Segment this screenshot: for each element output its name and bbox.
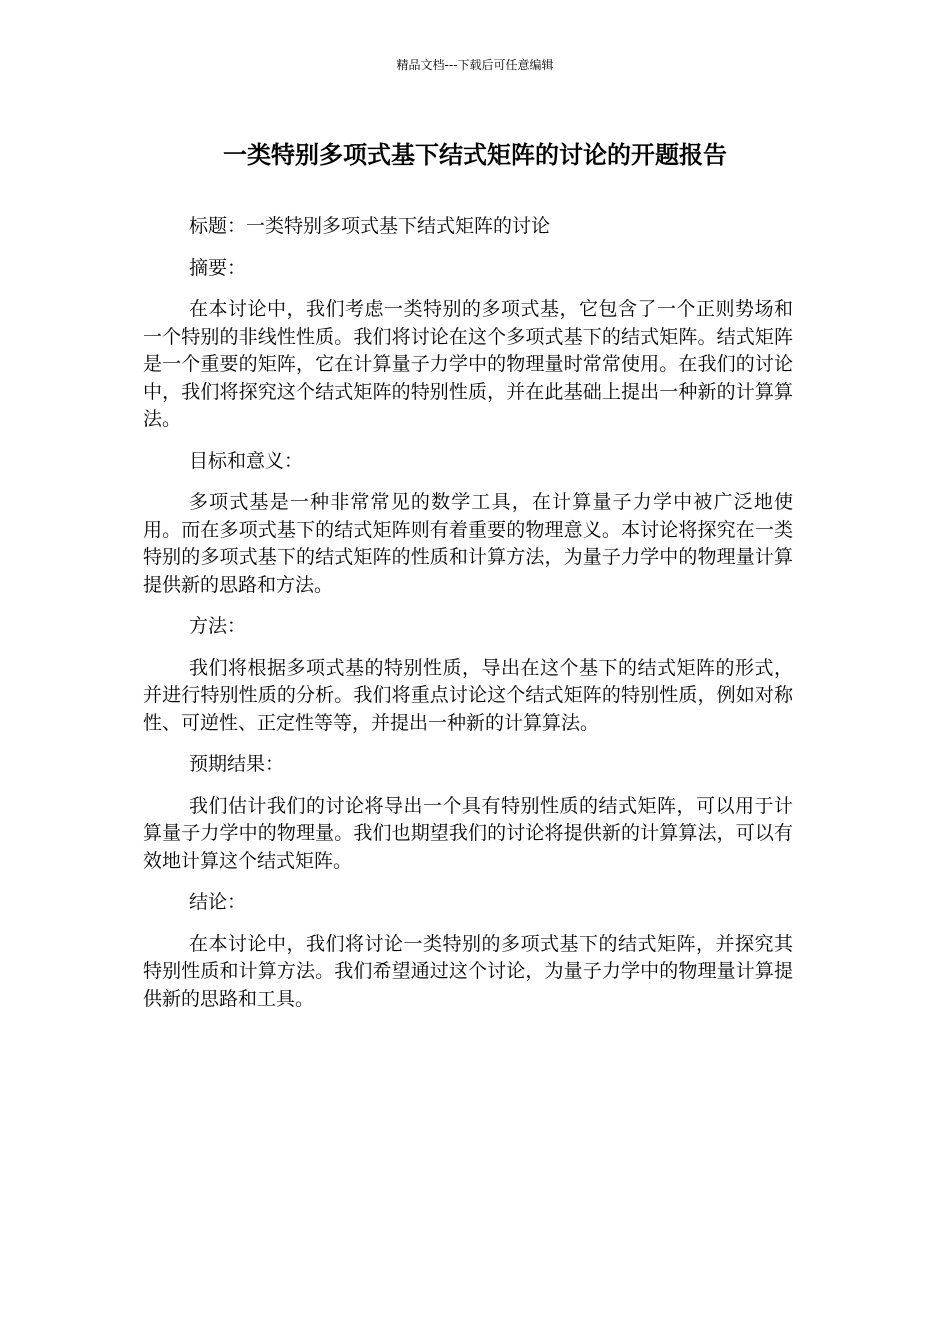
method-paragraph: 我们将根据多项式基的特别性质，导出在这个基下的结式矩阵的形式，并进行特别性质的分析。我们将重点讨论这个结式矩阵的特别性质，例如对称性、可逆性、正定性等等，并提出一种新的计算算法。 [143, 656, 793, 734]
conclusion-heading: 结论： [189, 891, 247, 913]
goals-heading: 目标和意义： [189, 449, 304, 472]
conclusion-paragraph: 在本讨论中，我们将讨论一类特别的多项式基下的结式矩阵，并探究其特别性质和计算方法。我们希望通过这个讨论，为量子力学中的物理量计算提供新的思路和工具。 [143, 932, 793, 1010]
abstract-paragraph: 在本讨论中，我们考虑一类特别的多项式基，它包含了一个正则势场和一个特别的非线性性质。我们将讨论在这个多项式基下的结式矩阵。结式矩阵是一个重要的矩阵，它在计算量子力学中的物理量时常常使用。在我们的讨论中，我们将探究这个结式矩阵的特别性质，并在此基础上提出一种新的计算算法。 [143, 298, 793, 430]
document-body [143, 213, 793, 1027]
abstract-heading: 摘要： [189, 256, 247, 279]
method-heading: 方法： [189, 615, 247, 637]
goals-paragraph: 多项式基是一种非常常见的数学工具，在计算量子力学中被广泛地使用。而在多项式基下的结式矩阵则有着重要的物理意义。本讨论将探究在一类特别的多项式基下的结式矩阵的性质和计算方法，为量子力学中的物理量计算提供新的思路和方法。 [143, 491, 793, 596]
expected-results-heading: 预期结果： [189, 753, 285, 775]
title-line: 标题：一类特别多项式基下结式矩阵的讨论 [189, 215, 551, 237]
expected-results-paragraph: 我们估计我们的讨论将导出一个具有特别性质的结式矩阵，可以用于计算量子力学中的物理量。我们也期望我们的讨论将提供新的计算算法，可以有效地计算这个结式矩阵。 [143, 794, 793, 872]
header-note: 精品文档---下载后可任意编辑 [396, 58, 554, 72]
document-title: 一类特别多项式基下结式矩阵的讨论的开题报告 [223, 141, 727, 169]
